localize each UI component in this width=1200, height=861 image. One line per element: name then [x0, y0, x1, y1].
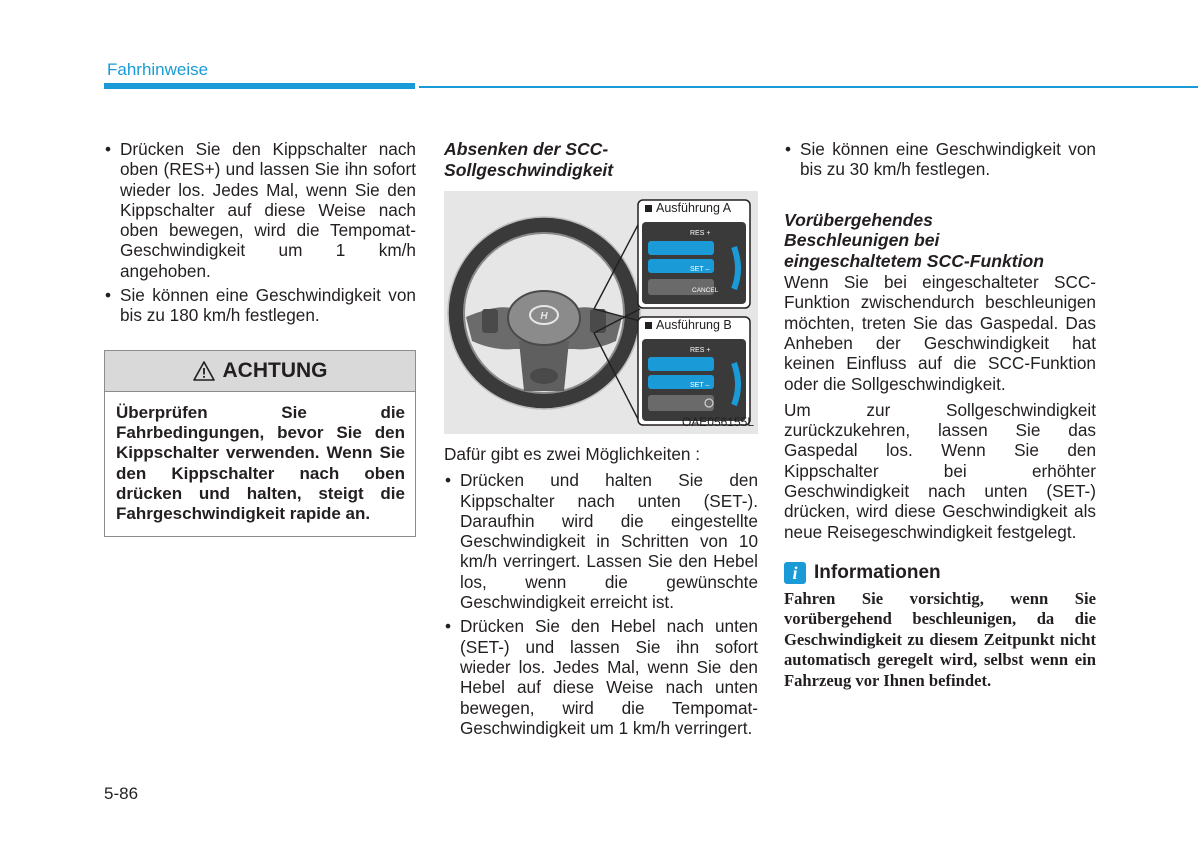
res-label: RES +: [690, 230, 711, 237]
header-rule-thin: [419, 86, 1198, 88]
steering-wheel-figure: [444, 191, 758, 434]
paragraph: Um zur Sollgeschwindigkeit zurückzukehren, lassen Sie das Gaspedal los. Wenn Sie den Kippschalter bei erhöhter Geschwindigkeit nach unten (SET-) drücken, wird diese Geschwindigkeit als neue Reisegeschwindigkeit festgelegt.: [784, 399, 1096, 542]
column-left: [104, 139, 416, 537]
bullet-list: [784, 139, 1096, 180]
info-text: Fahren Sie vorsichtig, wenn Sie vorübergehend beschleunigen, da die Geschwindigkeit zu diesem Zeitpunkt nicht automatisch geregelt wird, selbst wenn ein Fahrzeug vor Ihnen befindet.: [784, 588, 1096, 690]
svg-text:H: H: [540, 311, 548, 322]
list-item: • Drücken Sie den Kippschalter nach oben (RES+) und lassen Sie ihn sofort wieder los. Jedes Mal, wenn Sie den Kippschalter auf diese Weise nach oben bewegen, wird die Tempomat-Geschwindigkeit um 1 km/h angehoben.: [104, 139, 416, 281]
list-item: • Sie können eine Geschwindigkeit von bis zu 180 km/h festlegen.: [104, 285, 416, 326]
cancel-label: CANCEL: [692, 287, 719, 294]
header-rule-thick: [104, 83, 415, 89]
set-label: SET –: [690, 266, 710, 273]
bullet-list: [444, 470, 758, 738]
figure-label-b: Ausführung B: [656, 318, 732, 332]
warning-title: ACHTUNG: [222, 358, 328, 382]
section-heading: Absenken der SCC- Sollgeschwindigkeit: [444, 139, 614, 180]
set-label: SET –: [690, 382, 710, 389]
list-item: • Drücken und halten Sie den Kippschalter nach unten (SET-). Daraufhin wird die eingestellte Geschwindigkeit in Schritten von 10 km/h verringert. Lassen Sie den Hebel los, wenn die gewünschte Geschwindigkeit erreicht ist.: [444, 470, 758, 612]
intro-text: Dafür gibt es zwei Möglichkeiten :: [444, 444, 701, 464]
figure-code: OAE056155L: [681, 414, 754, 429]
section-title: Fahrhinweise: [107, 60, 209, 79]
paragraph: Wenn Sie bei eingeschalteter SCC-Funktion zwischendurch beschleunigen möchten, treten Sie das Gaspedal. Das Anheben der Geschwindigkeit hat keinen Einfluss auf die SCC-Funktion oder die Sollgeschwindigkeit.: [784, 272, 1096, 394]
column-right: [784, 139, 1096, 691]
warning-box: [104, 350, 416, 538]
res-label: RES +: [690, 347, 711, 354]
warning-icon: [193, 361, 215, 381]
list-item: • Drücken Sie den Hebel nach unten (SET-) und lassen Sie ihn sofort wieder los. Jedes Mal, wenn Sie den Hebel auf diese Weise nach unten bewegen, wird die Tempomat-Geschwindigkeit um 1 km/h verringert.: [444, 616, 758, 738]
warning-text: Überprüfen Sie die Fahrbedingungen, bevor Sie den Kippschalter verwenden. Wenn Sie den Kippschalter nach oben drücken und halten, steigt die Fahrgeschwindigkeit rapide an.: [116, 402, 405, 524]
figure-label-a: Ausführung A: [656, 201, 732, 215]
steering-wheel-illustration: [444, 191, 758, 434]
info-header: [784, 562, 1096, 584]
page-number: 5-86: [104, 784, 139, 803]
warning-header: [105, 351, 415, 392]
info-title: Informationen: [814, 561, 941, 583]
bullet-list: [104, 139, 416, 326]
list-item: • Sie können eine Geschwindigkeit von bis zu 30 km/h festlegen.: [784, 139, 1096, 180]
column-middle: [444, 139, 758, 742]
info-icon: i: [784, 562, 806, 584]
section-heading: Vorübergehendes Beschleunigen bei eingeschaltetem SCC-Funktion: [784, 209, 1045, 271]
